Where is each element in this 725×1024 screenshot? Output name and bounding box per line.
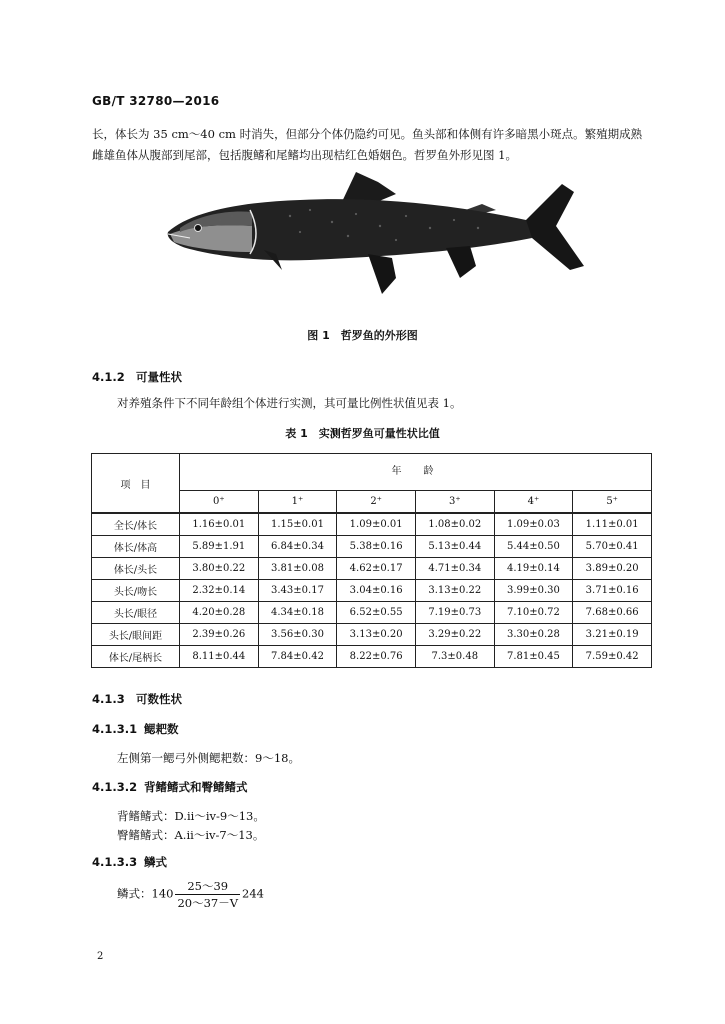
section-number: 4.1.3.3 <box>92 855 138 869</box>
table-cell: 5.70±0.41 <box>573 536 652 558</box>
row-label: 体长/体高 <box>92 536 180 558</box>
row-label: 头长/吻长 <box>92 580 180 602</box>
formula-denominator: 20～37－V <box>177 896 239 910</box>
section-4-1-3-2-heading <box>92 779 248 795</box>
table-cell: 3.04±0.16 <box>337 580 416 602</box>
section-4-1-3-3-heading <box>92 854 167 870</box>
age-column-header: 3⁺ <box>415 491 494 514</box>
measurement-table <box>91 453 652 668</box>
formula-prefix: 鳞式：140 <box>117 886 174 901</box>
fish-illustration <box>160 166 590 301</box>
table-cell: 3.56±0.30 <box>258 624 337 646</box>
table-caption: 表 1 实测哲罗鱼可量性状比值 <box>285 427 440 440</box>
section-title: 可数性状 <box>136 692 182 706</box>
table-cell: 6.52±0.55 <box>337 602 416 624</box>
table-cell: 3.21±0.19 <box>573 624 652 646</box>
scale-formula <box>117 878 264 911</box>
table-cell: 8.22±0.76 <box>337 646 416 668</box>
table-cell: 7.19±0.73 <box>415 602 494 624</box>
table-cell: 3.43±0.17 <box>258 580 337 602</box>
age-column-header: 5⁺ <box>573 491 652 514</box>
table-cell: 4.19±0.14 <box>494 558 573 580</box>
table-cell: 6.84±0.34 <box>258 536 337 558</box>
standard-number: GB/T 32780—2016 <box>92 94 220 108</box>
table-header-item: 项 目 <box>92 454 180 514</box>
gill-raker-text: 左侧第一鳃弓外侧鳃耙数：9～18。 <box>117 751 300 765</box>
anal-fin-formula: 臀鳍鳍式：A.ii～iv-7～13。 <box>117 828 265 842</box>
row-label: 头长/眼径 <box>92 602 180 624</box>
section-4-1-3-heading <box>92 691 182 707</box>
table-cell: 3.29±0.22 <box>415 624 494 646</box>
table-cell: 2.39±0.26 <box>180 624 259 646</box>
section-title: 可量性状 <box>136 370 182 384</box>
page-number: 2 <box>97 951 104 962</box>
table-cell: 1.09±0.03 <box>494 513 573 536</box>
table-cell: 8.11±0.44 <box>180 646 259 668</box>
table-cell: 7.59±0.42 <box>573 646 652 668</box>
table-row <box>92 558 652 580</box>
section-4-1-2-heading <box>92 369 182 385</box>
table-cell: 5.44±0.50 <box>494 536 573 558</box>
section-number: 4.1.3.1 <box>92 722 138 736</box>
table-cell: 3.30±0.28 <box>494 624 573 646</box>
section-number: 4.1.3 <box>92 692 125 706</box>
table-cell: 3.89±0.20 <box>573 558 652 580</box>
section-title: 鳃耙数 <box>144 722 179 736</box>
dorsal-fin-formula: 背鳍鳍式：D.ii～iv-9～13。 <box>117 809 265 823</box>
table-cell: 4.62±0.17 <box>337 558 416 580</box>
table-row <box>92 580 652 602</box>
formula-fraction <box>175 878 240 911</box>
table-cell: 4.71±0.34 <box>415 558 494 580</box>
table-cell: 7.84±0.42 <box>258 646 337 668</box>
age-column-header: 2⁺ <box>337 491 416 514</box>
table-header-age: 年 龄 <box>180 454 652 491</box>
table-cell: 3.13±0.20 <box>337 624 416 646</box>
table-cell: 5.38±0.16 <box>337 536 416 558</box>
table-row <box>92 646 652 668</box>
row-label: 体长/尾柄长 <box>92 646 180 668</box>
row-label: 体长/头长 <box>92 558 180 580</box>
section-number: 4.1.2 <box>92 370 125 384</box>
formula-numerator: 25～39 <box>175 878 240 895</box>
table-cell: 3.71±0.16 <box>573 580 652 602</box>
section-title: 背鳍鳍式和臀鳍鳍式 <box>144 780 248 794</box>
table-cell: 7.68±0.66 <box>573 602 652 624</box>
row-label: 头长/眼间距 <box>92 624 180 646</box>
table-row <box>92 602 652 624</box>
table-cell: 4.34±0.18 <box>258 602 337 624</box>
age-column-header: 4⁺ <box>494 491 573 514</box>
age-column-header: 0⁺ <box>180 491 259 514</box>
table-cell: 1.16±0.01 <box>180 513 259 536</box>
section-4-1-2-text: 对养殖条件下不同年龄组个体进行实测，其可量比例性状值见表 1。 <box>117 396 462 410</box>
table-cell: 1.11±0.01 <box>573 513 652 536</box>
intro-paragraph: 长，体长为 35 cm～40 cm 时消失，但部分个体仍隐约可见。鱼头部和体侧有许多暗黑小斑点。繁殖期成熟雌雄鱼体从腹部到尾部，包括腹鳍和尾鳍均出现桔红色婚姻色。哲罗鱼外形见图 1。 <box>92 127 643 162</box>
table-cell: 7.10±0.72 <box>494 602 573 624</box>
table-row <box>92 513 652 536</box>
table-row <box>92 536 652 558</box>
table-cell: 3.99±0.30 <box>494 580 573 602</box>
table-row <box>92 624 652 646</box>
table-cell: 1.09±0.01 <box>337 513 416 536</box>
table-cell: 3.80±0.22 <box>180 558 259 580</box>
table-cell: 3.13±0.22 <box>415 580 494 602</box>
table-cell: 3.81±0.08 <box>258 558 337 580</box>
table-cell: 2.32±0.14 <box>180 580 259 602</box>
section-4-1-3-1-heading <box>92 721 179 737</box>
row-label: 全长/体长 <box>92 513 180 536</box>
table-cell: 4.20±0.28 <box>180 602 259 624</box>
section-title: 鳞式 <box>144 855 167 869</box>
figure-caption: 图 1 哲罗鱼的外形图 <box>307 329 418 342</box>
table-cell: 7.81±0.45 <box>494 646 573 668</box>
table-cell: 5.13±0.44 <box>415 536 494 558</box>
table-cell: 1.08±0.02 <box>415 513 494 536</box>
age-column-header: 1⁺ <box>258 491 337 514</box>
table-cell: 7.3±0.48 <box>415 646 494 668</box>
table-cell: 5.89±1.91 <box>180 536 259 558</box>
section-number: 4.1.3.2 <box>92 780 138 794</box>
table-cell: 1.15±0.01 <box>258 513 337 536</box>
formula-suffix: 244 <box>242 886 264 901</box>
